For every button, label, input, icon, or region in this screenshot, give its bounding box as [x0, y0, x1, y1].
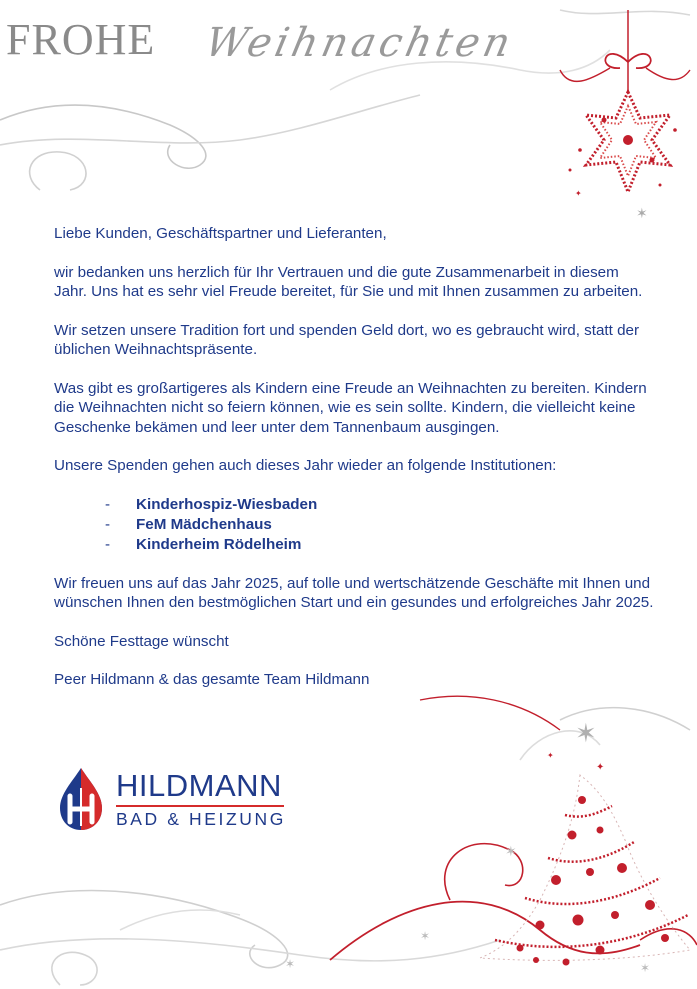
logo-divider [116, 805, 284, 807]
paragraph-wishes: Wir freuen uns auf das Jahr 2025, auf tolle und wertschätzende Geschäfte mit Ihnen und wünschen Ihnen den bestmöglichen Start und ein gesundes und erfolgreiches Jahr 2025. [54, 574, 654, 611]
signature-line: Peer Hildmann & das gesamte Team Hildmann [54, 671, 370, 688]
institution-name: Kinderheim Rödelheim [136, 535, 302, 553]
company-logo [56, 766, 296, 836]
svg-text:✦: ✦ [596, 762, 605, 773]
hildmann-drop-icon [56, 766, 106, 832]
christmas-tree-ornament [285, 719, 690, 975]
list-item [54, 535, 654, 555]
list-bullet: - [105, 515, 111, 533]
closing-line: Schöne Festtage wünscht [54, 632, 229, 650]
institution-list [54, 495, 654, 555]
svg-text:✶: ✶ [505, 844, 517, 860]
svg-text:✶: ✶ [575, 719, 597, 749]
paragraph-thanks: wir bedanken uns herzlich für Ihr Vertrauen und die gute Zusammenarbeit in diesem Jahr. Uns hat es sehr viel Freude bereitet, für Sie und mit Ihnen zusammen zu arbeiten. [54, 263, 643, 300]
salutation: Liebe Kunden, Geschäftspartner und Lieferanten, [54, 225, 387, 242]
svg-text:✶: ✶ [420, 929, 431, 943]
list-bullet: - [105, 495, 111, 513]
institution-name: Kinderhospiz-Wiesbaden [136, 495, 318, 513]
list-item [54, 515, 654, 535]
svg-text:✶: ✶ [640, 961, 651, 975]
list-bullet: - [105, 535, 111, 553]
letter-body [54, 224, 654, 709]
logo-tagline: BAD & HEIZUNG [116, 809, 286, 829]
paragraph-donations: Unsere Spenden gehen auch dieses Jahr wieder an folgende Institutionen: [54, 457, 557, 474]
list-item [54, 495, 654, 515]
header-frohe: FROHE [6, 15, 156, 64]
logo-name: HILDMANN [116, 768, 282, 803]
institution-name: FeM Mädchenhaus [136, 515, 272, 533]
star-ornament [560, 10, 690, 222]
svg-text:✶: ✶ [636, 206, 648, 222]
paragraph-children: Was gibt es großartigeres als Kindern eine Freude an Weihnachten zu bereiten. Kindern die Weihnachten nicht so feiern können, wie es sein sollte. Kindern, die vielleicht keine Geschenke bekämen und leer unter dem Tannenbaum ausgingen. [54, 379, 647, 436]
header-weihnachten: Weihnachten [201, 20, 519, 66]
svg-text:✦: ✦ [547, 751, 554, 760]
bottom-swirl-ornament [0, 696, 697, 985]
paragraph-tradition: Wir setzen unsere Tradition fort und spenden Geld dort, wo es gebraucht wird, statt der üblichen Weihnachtspräsente. [54, 321, 640, 358]
svg-text:✶: ✶ [285, 957, 296, 971]
svg-text:✦: ✦ [575, 189, 582, 198]
